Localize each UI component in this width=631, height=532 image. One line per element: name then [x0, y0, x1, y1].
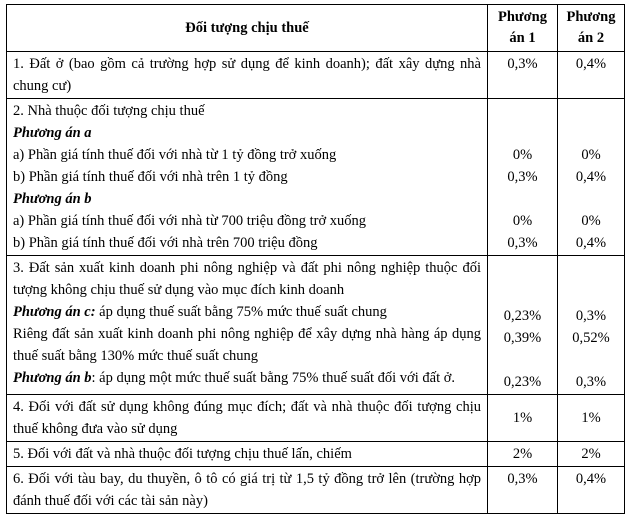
row-3-c-v2: 0,3%: [575, 308, 607, 324]
row-3-special-v2: 0,52%: [572, 330, 610, 346]
row-5-option-2: 2%: [558, 442, 625, 467]
row-2-option-1: [488, 99, 558, 256]
row-6-option-2: 0,4%: [558, 467, 625, 514]
table-row-3: [7, 256, 625, 395]
row-2-a2-text: b) Phần giá tính thuế đối với nhà trên 1 tỷ đồng: [13, 169, 288, 185]
row-3-title: 3. Đất sản xuất kinh doanh phi nông nghiệp và đất phi nông nghiệp thuộc đối tượng không chịu thuế sử dụng vào mục đích kinh doanh: [13, 260, 481, 298]
row-1-option-1: 0,3%: [488, 52, 558, 99]
row-3-option-c: [13, 301, 481, 323]
row-2-b1-v1: 0%: [512, 213, 533, 229]
tax-rate-table: [6, 4, 625, 514]
row-3-option-b-label: Phương án b: [13, 370, 92, 386]
row-3-option-1: [488, 256, 558, 395]
row-2-b1-text: a) Phần giá tính thuế đối với nhà từ 700 triệu đồng trở xuống: [13, 213, 367, 229]
header-option-2: Phương án 2: [558, 5, 625, 52]
row-3-special-v1: 0,39%: [503, 330, 542, 346]
row-6-description: 6. Đối với tàu bay, du thuyền, ô tô có giá trị từ 1,5 tỷ đồng trở lên (trường hợp đánh thuế đối với các tài sản này): [7, 467, 488, 514]
header-subject: Đối tượng chịu thuế: [7, 5, 488, 52]
table-row-1: [7, 52, 625, 99]
row-3-c-v1: 0,23%: [503, 308, 542, 324]
row-4-description: 4. Đối với đất sử dụng không đúng mục đích; đất và nhà thuộc đối tượng chịu thuế không đưa vào sử dụng: [7, 395, 488, 442]
row-3-option-c-label: Phương án c:: [13, 304, 96, 320]
row-2-subheading-b: Phương án b: [13, 191, 92, 207]
row-6-option-1: 0,3%: [488, 467, 558, 514]
row-3-b-v1: 0,23%: [503, 374, 542, 390]
table-row-5: [7, 442, 625, 467]
table-row-4: [7, 395, 625, 442]
row-3-option-b-text: : áp dụng một mức thuế suất bằng 75% thuế suất đối với đất ở.: [91, 370, 456, 386]
row-3-option-b: [13, 367, 481, 389]
row-2-a1-v1: 0%: [512, 147, 533, 163]
row-5-option-1: 2%: [488, 442, 558, 467]
row-1-option-2: 0,4%: [558, 52, 625, 99]
table-row-6: [7, 467, 625, 514]
row-2-a1-text: a) Phần giá tính thuế đối với nhà từ 1 tỷ đồng trở xuống: [13, 147, 337, 163]
row-2-b2-text: b) Phần giá tính thuế đối với nhà trên 700 triệu đồng: [13, 235, 318, 251]
row-2-a2-v1: 0,3%: [507, 169, 538, 185]
row-2-b2-v1: 0,3%: [507, 235, 538, 251]
row-2-description: [7, 99, 488, 256]
row-3-description: [7, 256, 488, 395]
row-2-title: 2. Nhà thuộc đối tượng chịu thuế: [13, 103, 205, 119]
row-3-option-c-text: áp dụng thuế suất bằng 75% mức thuế suất chung: [95, 304, 387, 320]
row-2-b1-v2: 0%: [581, 213, 601, 229]
row-3-b-v2: 0,3%: [575, 374, 607, 390]
row-3-special: Riêng đất sản xuất kinh doanh phi nông nghiệp để xây dựng nhà hàng áp dụng thuế suất bằng 130% mức thuế suất chung: [13, 326, 481, 364]
row-3-option-2: [558, 256, 625, 395]
row-1-description: 1. Đất ở (bao gồm cả trường hợp sử dụng để kinh doanh); đất xây dựng nhà chung cư): [7, 52, 488, 99]
row-5-description: 5. Đối với đất và nhà thuộc đối tượng chịu thuế lấn, chiếm: [7, 442, 488, 467]
row-2-subheading-a: Phương án a: [13, 125, 92, 141]
row-4-option-1: 1%: [488, 395, 558, 442]
row-2-a2-v2: 0,4%: [575, 169, 607, 185]
row-2-option-2: [558, 99, 625, 256]
header-option-1: Phương án 1: [488, 5, 558, 52]
row-4-option-2: 1%: [558, 395, 625, 442]
row-2-a1-v2: 0%: [581, 147, 601, 163]
table-row-2: [7, 99, 625, 256]
header-row: [7, 5, 625, 52]
row-2-b2-v2: 0,4%: [575, 235, 607, 251]
